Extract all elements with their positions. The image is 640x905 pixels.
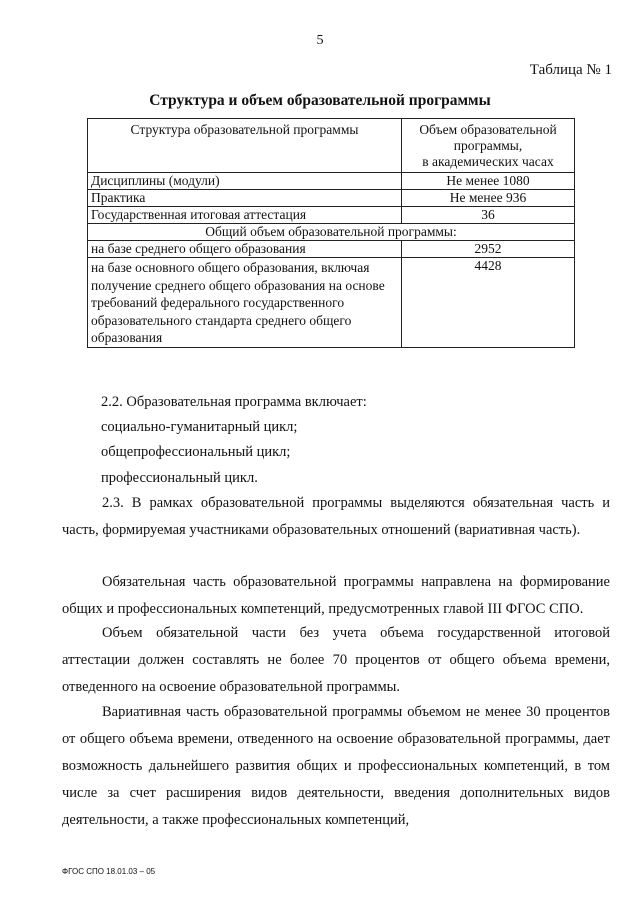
page-number: 5 bbox=[316, 33, 324, 48]
table-row-total-heading bbox=[88, 224, 575, 241]
list-item-cycle-3: профессиональный цикл. bbox=[101, 470, 258, 486]
structure-table bbox=[87, 118, 575, 348]
row-value: Не менее 1080 bbox=[402, 173, 575, 190]
total-heading: Общий объем образовательной программы: bbox=[88, 224, 575, 241]
footer-code: ФГОС СПО 18.01.03 – 05 bbox=[62, 867, 156, 876]
table-label: Таблица № 1 bbox=[529, 62, 612, 78]
row-label: на базе среднего общего образования bbox=[88, 241, 402, 258]
header-volume bbox=[402, 119, 575, 173]
table-row bbox=[88, 173, 575, 190]
header-volume-line3: в академических часах bbox=[422, 154, 554, 169]
table-title: Структура и объем образовательной программы bbox=[149, 92, 491, 109]
table-row bbox=[88, 207, 575, 224]
row-label: на базе основного общего образования, включая получение среднего общего образования на основе требований федерального государственного образовательного стандарта среднего общего образования bbox=[88, 258, 402, 348]
table-row bbox=[88, 190, 575, 207]
header-structure: Структура образовательной программы bbox=[88, 119, 402, 173]
row-label: Государственная итоговая аттестация bbox=[88, 207, 402, 224]
row-value: Не менее 936 bbox=[402, 190, 575, 207]
row-value: 36 bbox=[402, 207, 575, 224]
header-volume-line1: Объем образовательной bbox=[419, 122, 557, 137]
row-value: 4428 bbox=[402, 258, 575, 348]
table-header-row bbox=[88, 119, 575, 173]
paragraph-variable: Вариативная часть образовательной программы объемом не менее 30 процентов от общего объема времени, отведенного на освоение образовательной программы, дает возможность дальнейшего развития общих и профессиональных компетенций, в том числе за счет расширения видов деятельности, введения дополнительных видов деятельности, а также профессиональных компетенций, bbox=[62, 704, 610, 828]
paragraph-2-2: 2.2. Образовательная программа включает: bbox=[101, 394, 367, 410]
list-item-cycle-1: социально-гуманитарный цикл; bbox=[101, 419, 298, 435]
list-item-cycle-2: общепрофессиональный цикл; bbox=[101, 444, 291, 460]
paragraph-mandatory: Обязательная часть образовательной программы направлена на формирование общих и профессиональных компетенций, предусмотренных главой III ФГОС СПО. bbox=[62, 574, 610, 617]
row-value: 2952 bbox=[402, 241, 575, 258]
paragraph-2-3: 2.3. В рамках образовательной программы выделяются обязательная часть и часть, формируемая участниками образовательных отношений (вариативная часть). bbox=[62, 495, 610, 538]
table-row bbox=[88, 241, 575, 258]
row-label: Практика bbox=[88, 190, 402, 207]
row-label: Дисциплины (модули) bbox=[88, 173, 402, 190]
table-row bbox=[88, 258, 575, 348]
header-volume-line2: программы, bbox=[453, 138, 523, 153]
paragraph-volume: Объем обязательной части без учета объема государственной итоговой аттестации должен составлять не более 70 процентов от общего объема времени, отведенного на освоение образовательной программы. bbox=[62, 625, 610, 695]
